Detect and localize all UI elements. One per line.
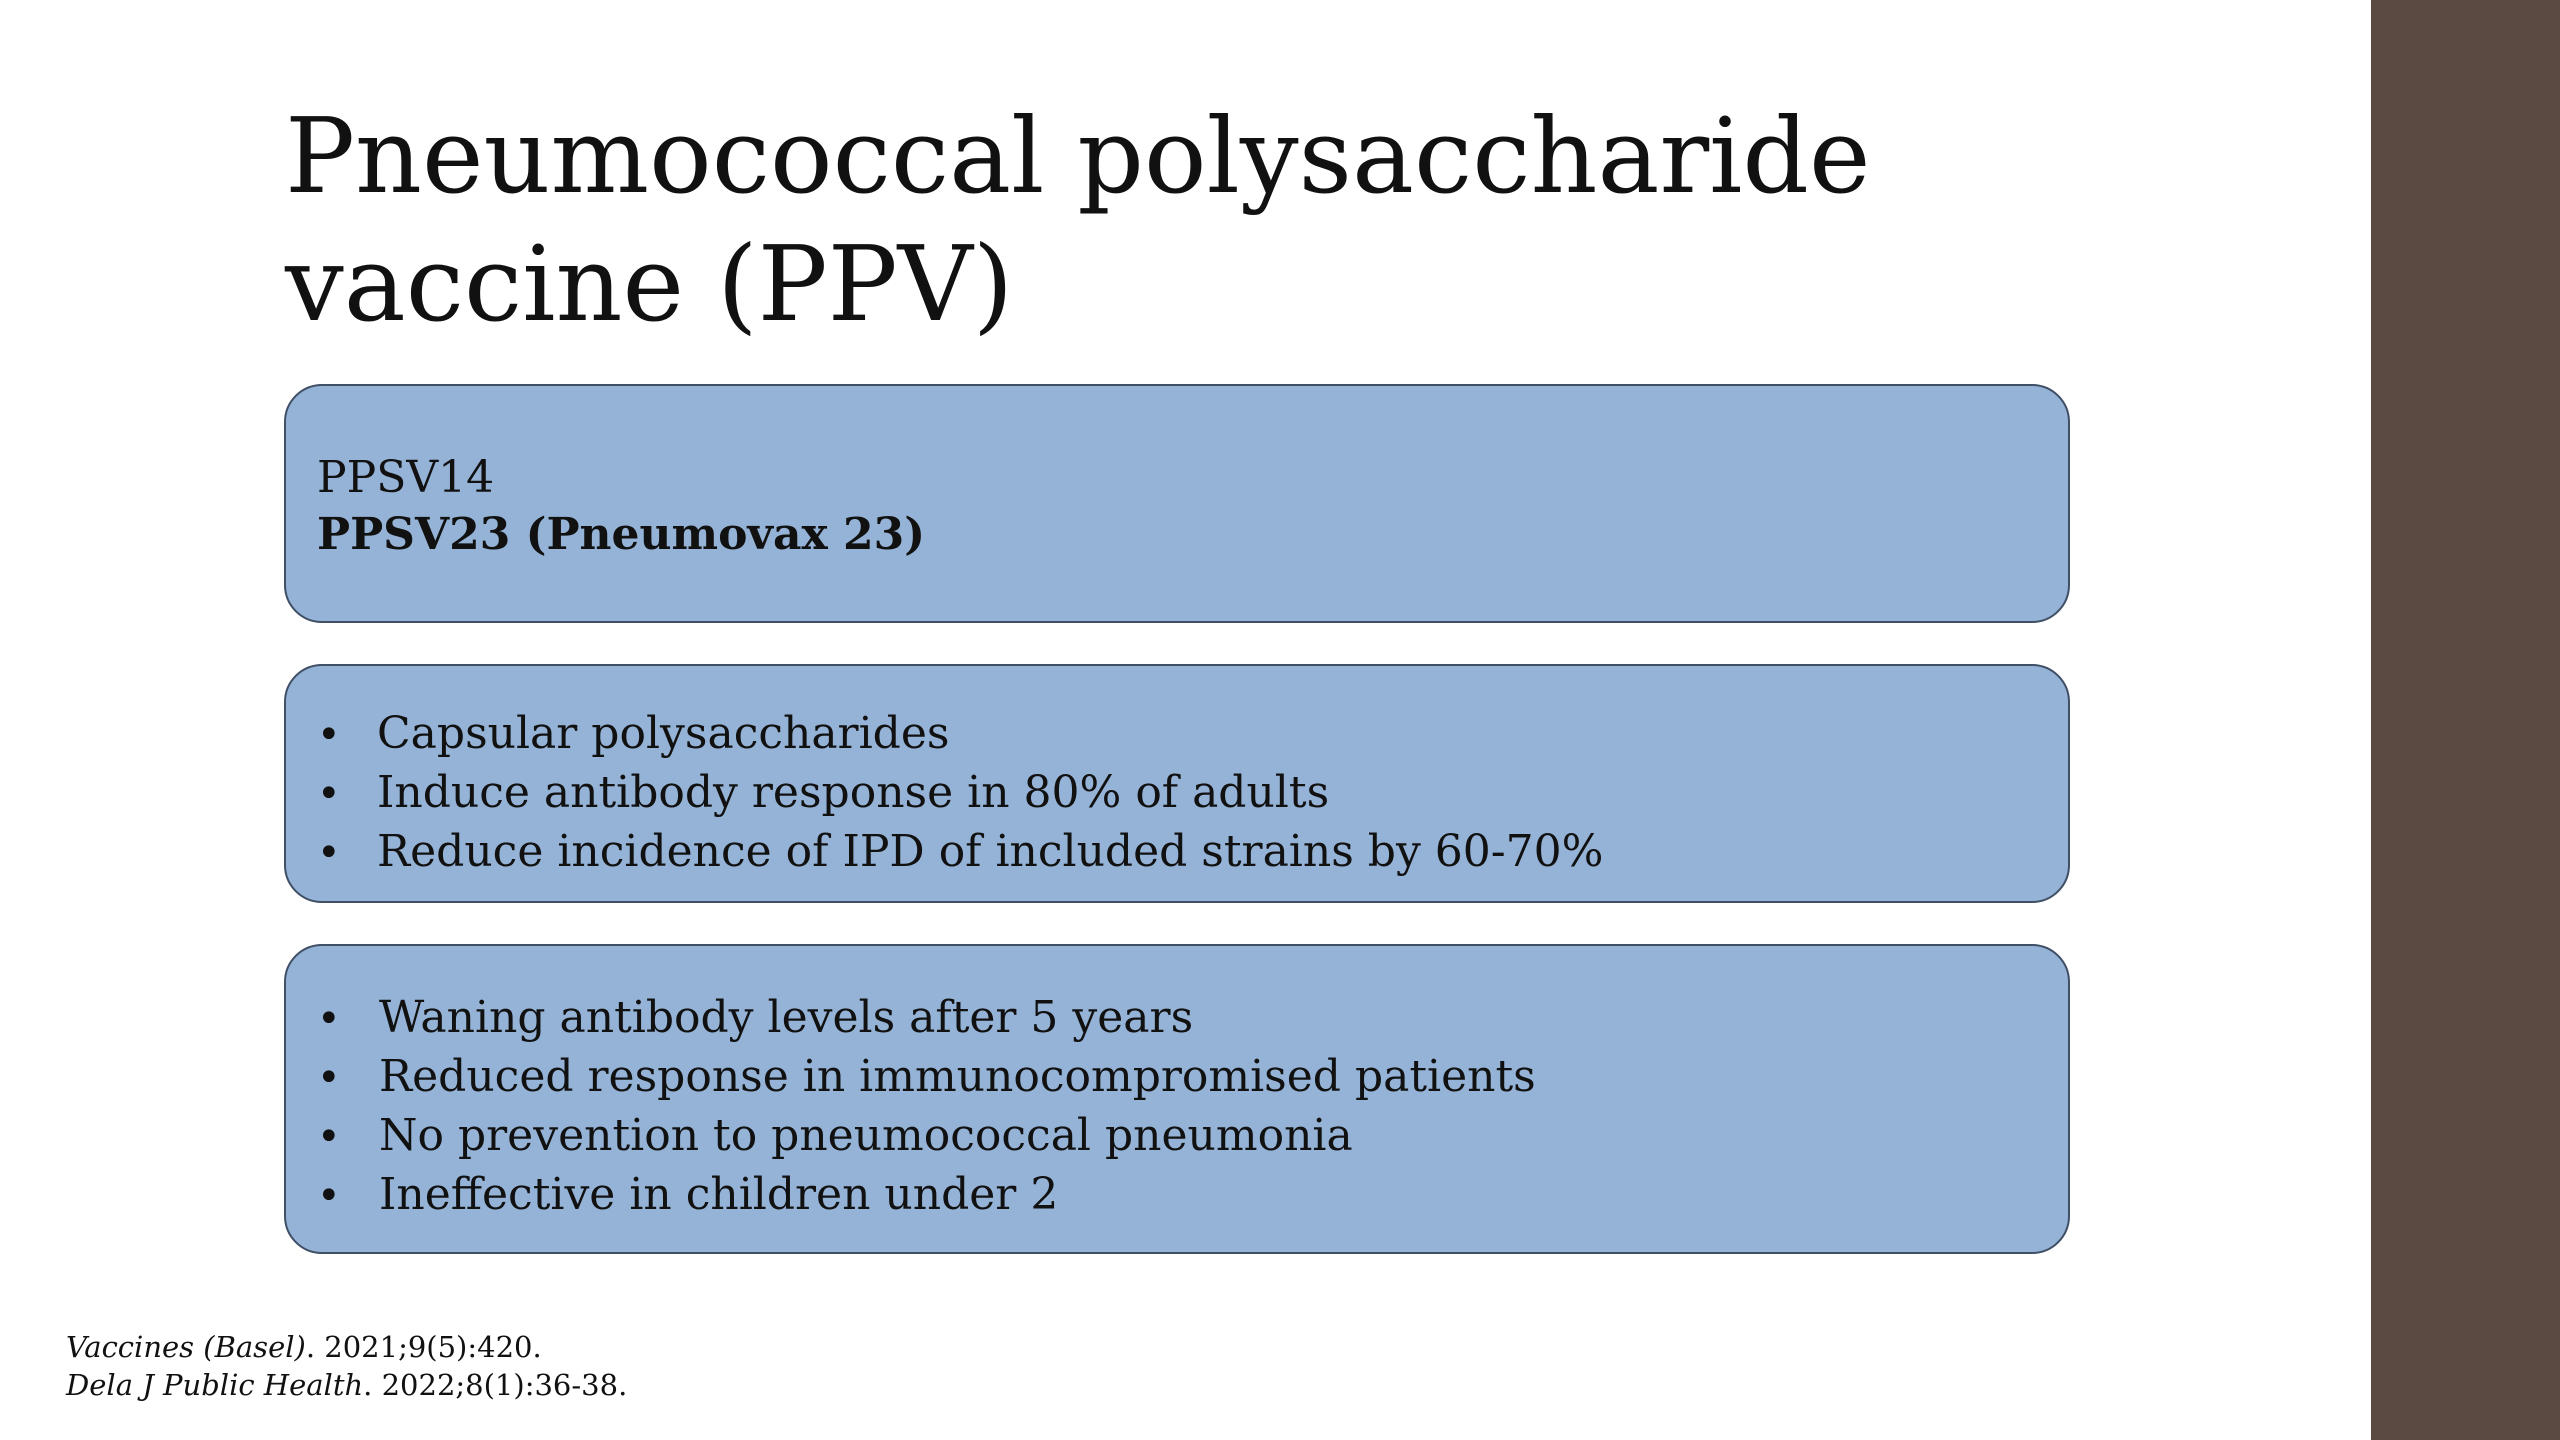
title-line-2: vaccine (PPV) xyxy=(285,223,1014,345)
limitations-list xyxy=(317,989,2068,1225)
vaccine-types-box xyxy=(284,384,2070,623)
decorative-side-bar xyxy=(2371,0,2560,1440)
slide-title xyxy=(285,92,2085,348)
list-item xyxy=(317,1107,2068,1166)
list-item xyxy=(317,1048,2068,1107)
bullet-icon: • xyxy=(317,1055,341,1101)
benefits-list xyxy=(317,705,2068,882)
list-item-text: Induce antibody response in 80% of adults xyxy=(377,767,1330,818)
bullet-icon: • xyxy=(317,1173,341,1219)
reference-2 xyxy=(66,1366,627,1404)
list-item xyxy=(317,989,2068,1048)
bullet-icon: • xyxy=(317,771,341,817)
bullet-icon: • xyxy=(317,712,341,758)
reference-citation: . 2022;8(1):36-38. xyxy=(363,1368,628,1402)
benefits-box xyxy=(284,664,2070,903)
list-item-text: Reduced response in immunocompromised patients xyxy=(379,1051,1536,1102)
list-item xyxy=(317,764,2068,823)
list-item-text: Ineffective in children under 2 xyxy=(379,1169,1059,1220)
references xyxy=(66,1328,627,1404)
list-item-text: Reduce incidence of IPD of included strains by 60-70% xyxy=(377,826,1604,877)
reference-1 xyxy=(66,1328,627,1366)
bullet-icon: • xyxy=(317,1114,341,1160)
vaccine-type-ppsv14: PPSV14 xyxy=(317,452,495,503)
list-item-text: Waning antibody levels after 5 years xyxy=(379,992,1194,1043)
list-item-text: Capsular polysaccharides xyxy=(377,708,950,759)
list-item xyxy=(317,823,2068,882)
list-item xyxy=(317,705,2068,764)
reference-journal: Vaccines (Basel) xyxy=(66,1330,306,1364)
bullet-icon: • xyxy=(317,996,341,1042)
list-item xyxy=(317,1166,2068,1225)
vaccine-type-ppsv23: PPSV23 (Pneumovax 23) xyxy=(317,509,926,560)
reference-citation: . 2021;9(5):420. xyxy=(305,1330,542,1364)
bullet-icon: • xyxy=(317,830,341,876)
reference-journal: Dela J Public Health xyxy=(66,1368,364,1402)
limitations-box xyxy=(284,944,2070,1254)
list-item-text: No prevention to pneumococcal pneumonia xyxy=(379,1110,1353,1161)
title-line-1: Pneumococcal polysaccharide xyxy=(285,95,1871,217)
